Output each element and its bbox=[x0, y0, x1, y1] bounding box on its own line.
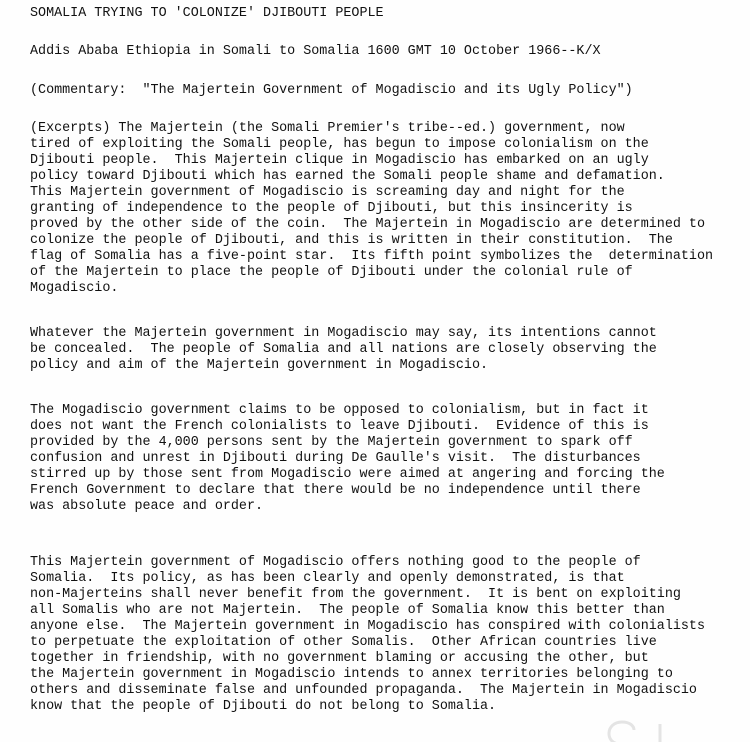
paragraph-line: know that the people of Djibouti do not belong to Somalia. bbox=[30, 699, 497, 714]
paragraph-line: French Government to declare that there would be no independence until there bbox=[30, 483, 641, 498]
paragraph-line: the Majertein government in Mogadiscio intends to annex territories belonging to bbox=[30, 667, 673, 682]
paragraph-line: This Majertein government of Mogadiscio is screaming day and night for the bbox=[30, 185, 625, 200]
paragraph-line: flag of Somalia has a five-point star. Its fifth point symbolizes the determination bbox=[30, 249, 714, 264]
paragraph-line: be concealed. The people of Somalia and all nations are closely observing the bbox=[30, 342, 657, 357]
paragraph-line: This Majertein government of Mogadiscio offers nothing good to the people of bbox=[30, 555, 641, 570]
paragraph-line: Djibouti people. This Majertein clique in Mogadiscio has embarked on an ugly bbox=[30, 153, 649, 168]
paragraph-line: stirred up by those sent from Mogadiscio were aimed at angering and forcing the bbox=[30, 467, 665, 482]
paragraph-line: does not want the French colonialists to leave Djibouti. Evidence of this is bbox=[30, 419, 649, 434]
paragraph-line: tired of exploiting the Somali people, has begun to impose colonialism on the bbox=[30, 137, 649, 152]
paragraph-line: was absolute peace and order. bbox=[30, 499, 264, 514]
paragraph-line: policy and aim of the Majertein government in Mogadiscio. bbox=[30, 358, 489, 373]
paragraph-line: Whatever the Majertein government in Mogadiscio may say, its intentions cannot bbox=[30, 326, 657, 341]
commentary-heading: (Commentary: "The Majertein Government of Mogadiscio and its Ugly Policy") bbox=[30, 83, 633, 98]
paragraph-line: granting of independence to the people of Djibouti, but this insincerity is bbox=[30, 201, 633, 216]
paragraph-line: colonize the people of Djibouti, and this is written in their constitution. The bbox=[30, 233, 673, 248]
paragraph-line: to perpetuate the exploitation of other Somalis. Other African countries live bbox=[30, 635, 657, 650]
paragraph-line: (Excerpts) The Majertein (the Somali Premier's tribe--ed.) government, now bbox=[30, 121, 625, 136]
paragraph-line: Mogadiscio. bbox=[30, 281, 119, 296]
paragraph-line: policy toward Djibouti which has earned the Somali people shame and defamation. bbox=[30, 169, 665, 184]
paragraph-line: proved by the other side of the coin. The Majertein in Mogadiscio are determined to bbox=[30, 217, 705, 232]
paragraph-line: together in friendship, with no government blaming or accusing the other, but bbox=[30, 651, 649, 666]
dateline: Addis Ababa Ethiopia in Somali to Somalia 1600 GMT 10 October 1966--K/X bbox=[30, 44, 601, 59]
paragraph-line: confusion and unrest in Djibouti during De Gaulle's visit. The disturbances bbox=[30, 451, 641, 466]
scan-watermark-mark bbox=[600, 716, 730, 742]
paragraph-line: provided by the 4,000 persons sent by the Majertein government to spark off bbox=[30, 435, 633, 450]
paragraph-line: non-Majerteins shall never benefit from the government. It is bent on exploiting bbox=[30, 587, 681, 602]
paragraph-line: anyone else. The Majertein government in Mogadiscio has conspired with colonialists bbox=[30, 619, 705, 634]
paragraph-line: all Somalis who are not Majertein. The people of Somalia know this better than bbox=[30, 603, 665, 618]
paragraph-line: The Mogadiscio government claims to be opposed to colonialism, but in fact it bbox=[30, 403, 649, 418]
document-title: SOMALIA TRYING TO 'COLONIZE' DJIBOUTI PEOPLE bbox=[30, 6, 384, 21]
paragraph-line: others and disseminate false and unfounded propaganda. The Majertein in Mogadiscio bbox=[30, 683, 697, 698]
paragraph-line: of the Majertein to place the people of Djibouti under the colonial rule of bbox=[30, 265, 633, 280]
paragraph-line: Somalia. Its policy, as has been clearly and openly demonstrated, is that bbox=[30, 571, 625, 586]
